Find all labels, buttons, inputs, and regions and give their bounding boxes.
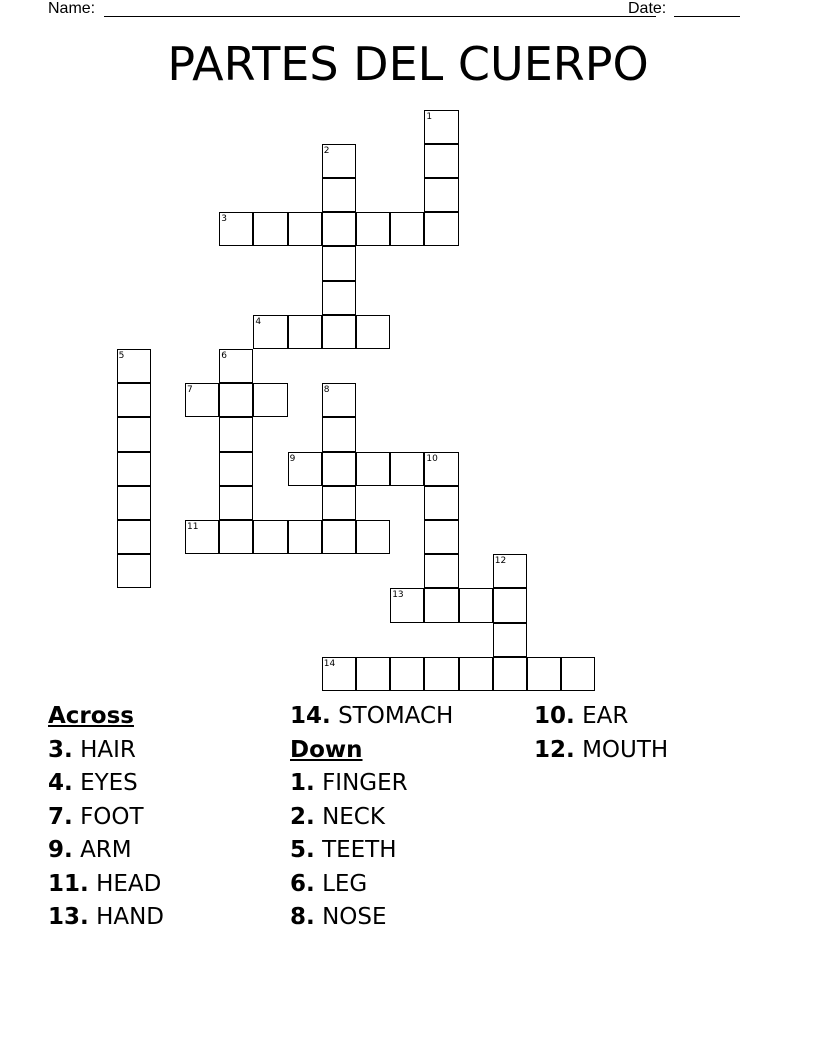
crossword-cell[interactable] — [390, 657, 424, 691]
crossword-cell[interactable] — [185, 383, 219, 417]
clue-number: 2. — [290, 803, 315, 830]
across-clue — [290, 700, 453, 734]
name-blank-line[interactable] — [104, 16, 656, 17]
clue-number-label: 10 — [426, 453, 438, 464]
crossword-cell[interactable] — [185, 520, 219, 554]
clue-number-label: 8 — [323, 385, 330, 396]
crossword-cell[interactable] — [117, 383, 151, 417]
crossword-cell[interactable] — [253, 383, 287, 417]
clue-number-label: 5 — [118, 351, 125, 361]
crossword-cell[interactable] — [322, 281, 356, 315]
clue-number: 11. — [48, 870, 89, 897]
crossword-cell[interactable] — [219, 383, 253, 417]
across-clue — [48, 868, 164, 902]
crossword-cell[interactable] — [288, 452, 322, 486]
crossword-cell[interactable] — [424, 554, 458, 588]
crossword-cell[interactable] — [322, 212, 356, 246]
down-heading: Down — [290, 736, 363, 763]
clue-text: FOOT — [80, 803, 144, 830]
crossword-cell[interactable] — [219, 452, 253, 486]
crossword-cell[interactable] — [253, 212, 287, 246]
page-title: PARTES DEL CUERPO — [167, 37, 649, 91]
crossword-cell[interactable] — [322, 657, 356, 691]
date-label: Date: — [628, 0, 667, 17]
crossword-cell[interactable] — [219, 486, 253, 520]
clue-text: HAIR — [80, 736, 136, 763]
clue-text: STOMACH — [338, 703, 454, 729]
clue-number: 13. — [48, 904, 89, 930]
clue-text: FINGER — [322, 770, 408, 796]
crossword-cell[interactable] — [219, 417, 253, 451]
crossword-cell[interactable] — [322, 315, 356, 349]
clue-number-label: 3 — [221, 214, 227, 225]
clue-number-label: 14 — [323, 658, 336, 669]
clue-number: 5. — [290, 837, 315, 863]
crossword-cell[interactable] — [356, 212, 390, 246]
across-clue — [48, 734, 164, 768]
clue-number: 9. — [48, 837, 73, 863]
clue-text: HEAD — [96, 870, 162, 897]
crossword-cell[interactable] — [424, 486, 458, 520]
crossword-cell[interactable] — [253, 520, 287, 554]
across-clue — [48, 801, 164, 835]
clue-number: 14. — [290, 703, 331, 729]
crossword-cell[interactable] — [288, 315, 322, 349]
crossword-cell[interactable] — [117, 554, 151, 588]
clue-text: EAR — [582, 703, 629, 729]
crossword-cell[interactable] — [356, 452, 390, 486]
clue-number: 7. — [48, 803, 73, 830]
crossword-cell[interactable] — [493, 623, 527, 657]
crossword-cell[interactable] — [424, 110, 458, 144]
crossword-cell[interactable] — [493, 657, 527, 691]
clue-number-label: 11 — [187, 522, 199, 532]
across-clue — [48, 767, 164, 801]
clue-number-label: 1 — [426, 111, 433, 122]
crossword-cell[interactable] — [219, 349, 253, 383]
date-blank-line[interactable] — [674, 16, 740, 17]
crossword-cell[interactable] — [356, 315, 390, 349]
crossword-cell[interactable] — [424, 657, 458, 691]
across-clue — [48, 901, 164, 935]
crossword-cell[interactable] — [117, 486, 151, 520]
crossword-cell[interactable] — [288, 520, 322, 554]
clue-text: ARM — [80, 837, 132, 863]
crossword-cell[interactable] — [322, 383, 356, 417]
crossword-cell[interactable] — [390, 588, 424, 622]
crossword-cell[interactable] — [390, 212, 424, 246]
clue-text: EYES — [80, 770, 138, 796]
crossword-cell[interactable] — [459, 657, 493, 691]
crossword-cell[interactable] — [424, 178, 458, 212]
clue-number-label: 2 — [323, 145, 330, 156]
crossword-cell[interactable] — [390, 452, 424, 486]
crossword-cell[interactable] — [322, 144, 356, 178]
clue-number: 12. — [534, 736, 575, 763]
down-clue — [290, 901, 453, 935]
clue-number: 1. — [290, 770, 315, 796]
clue-number-label: 12 — [494, 556, 507, 567]
clue-number: 8. — [290, 904, 315, 930]
down-clue — [290, 868, 453, 902]
crossword-cell[interactable] — [117, 349, 151, 383]
crossword-cell[interactable] — [322, 486, 356, 520]
crossword-cell[interactable] — [459, 588, 493, 622]
crossword-cell[interactable] — [527, 657, 561, 691]
crossword-cell[interactable] — [322, 520, 356, 554]
clue-text: HAND — [96, 904, 165, 930]
crossword-cell[interactable] — [117, 417, 151, 451]
clue-text: LEG — [322, 870, 368, 897]
down-clue — [534, 734, 668, 768]
down-clue — [290, 767, 453, 801]
clue-text: MOUTH — [582, 736, 669, 763]
crossword-cell[interactable] — [219, 520, 253, 554]
across-clue — [48, 834, 164, 868]
crossword-cell[interactable] — [493, 554, 527, 588]
down-clue — [290, 834, 453, 868]
header-row — [48, 0, 748, 20]
crossword-cell[interactable] — [356, 520, 390, 554]
crossword-cell[interactable] — [253, 315, 287, 349]
down-clue — [534, 700, 668, 734]
clue-text: NOSE — [322, 904, 387, 930]
crossword-cell[interactable] — [424, 144, 458, 178]
across-heading: Across — [48, 703, 134, 729]
clue-number-label: 6 — [221, 351, 227, 361]
crossword-cell[interactable] — [424, 520, 458, 554]
clue-column-3 — [534, 700, 668, 767]
clue-number-label: 7 — [187, 385, 193, 396]
crossword-cell[interactable] — [322, 452, 356, 486]
clue-number: 3. — [48, 736, 73, 763]
crossword-cell[interactable] — [322, 246, 356, 280]
crossword-cell[interactable] — [288, 212, 322, 246]
crossword-cell[interactable] — [424, 452, 458, 486]
crossword-cell[interactable] — [322, 178, 356, 212]
clue-number-label: 9 — [289, 453, 296, 464]
clue-text: TEETH — [322, 837, 397, 863]
crossword-cell[interactable] — [424, 212, 458, 246]
clue-column-2 — [290, 700, 453, 935]
clue-number: 6. — [290, 870, 315, 897]
crossword-cell[interactable] — [424, 588, 458, 622]
down-clue — [290, 801, 453, 835]
crossword-cell[interactable] — [493, 588, 527, 622]
clue-column-1 — [48, 700, 164, 935]
clue-number: 10. — [534, 703, 575, 729]
clue-number: 4. — [48, 770, 73, 796]
crossword-cell[interactable] — [322, 417, 356, 451]
clue-text: NECK — [322, 803, 385, 830]
crossword-cell[interactable] — [561, 657, 595, 691]
clue-number-label: 4 — [255, 316, 262, 327]
name-label: Name: — [48, 0, 96, 17]
crossword-cell[interactable] — [356, 657, 390, 691]
crossword-cell[interactable] — [117, 452, 151, 486]
clue-number-label: 13 — [392, 590, 404, 601]
crossword-cell[interactable] — [117, 520, 151, 554]
crossword-cell[interactable] — [219, 212, 253, 246]
